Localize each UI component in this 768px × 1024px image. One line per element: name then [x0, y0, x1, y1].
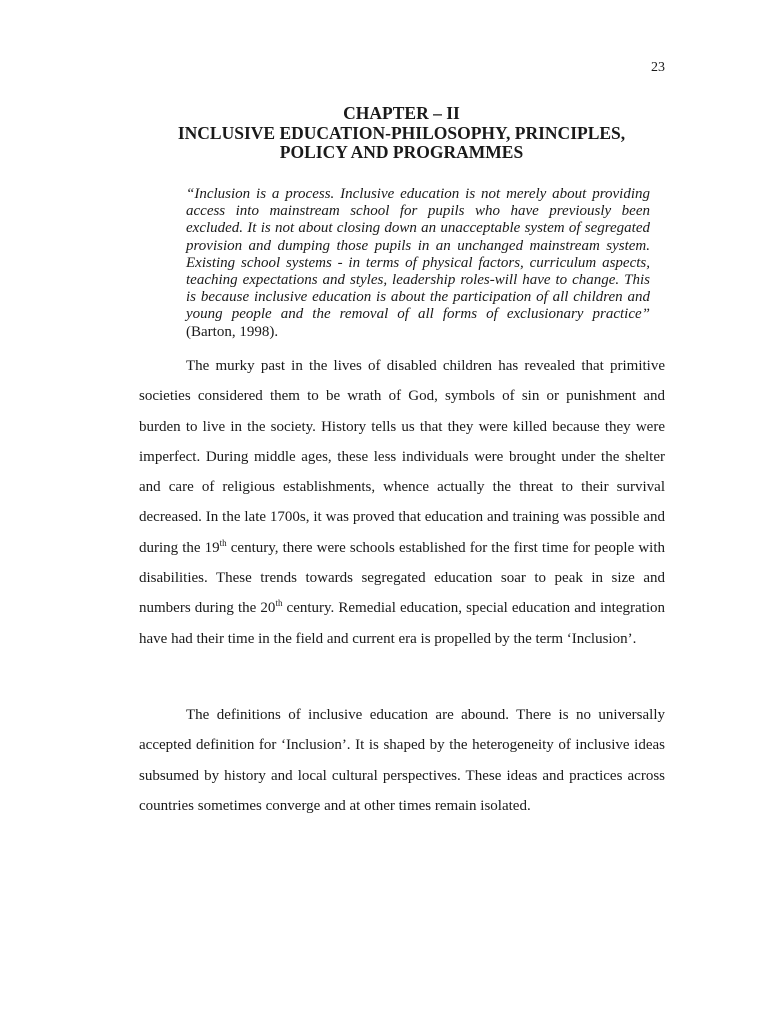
paragraph-1-part-2: century, there were schools established for the first time for people with disabilities. These trends towards segregated education soar to peak in size and numbers during the 20	[139, 539, 665, 617]
ordinal-suffix-20th: th	[275, 598, 283, 609]
page-number: 23	[651, 60, 665, 75]
body-paragraph-1	[139, 351, 665, 654]
paragraph-2-text: The definitions of inclusive education are abound. There is no universally accepted definition for ‘Inclusion’. It is shaped by the heterogeneity of inclusive ideas subsumed by history and local cultural perspectives. These ideas and practices across countries sometimes converge and at other times remain isolated.	[139, 707, 665, 814]
ordinal-suffix-19th: th	[219, 537, 227, 548]
epigraph-citation: (Barton, 1998).	[186, 323, 279, 340]
chapter-number: CHAPTER – II	[343, 103, 460, 123]
paragraph-1-part-1: The murky past in the lives of disabled children has revealed that primitive societies considered them to be wrath of God, symbols of sin or punishment and burden to live in the society. History tells us that they were killed because they were imperfect. During middle ages, these less individuals were brought under the shelter and care of religious establishments, whence actually the threat to their survival decreased. In the late 1700s, it was proved that education and training was possible and during the 19	[139, 358, 665, 556]
chapter-title-line-2: POLICY AND PROGRAMMES	[279, 142, 524, 162]
epigraph-quote	[186, 186, 650, 341]
epigraph-text: “Inclusion is a process. Inclusive education is not merely about providing access into mainstream school for pupils who have previously been excluded. It is not about closing down an unacceptable system of segregated provision and dumping those pupils in an unchanged mainstream system. Existing school systems - in terms of physical factors, curriculum aspects, teaching expectations and styles, leadership roles-will have to change. This is because inclusive education is about the participation of all children and young people and the removal of all forms of exclusionary practice”	[186, 186, 650, 323]
body-paragraph-2	[139, 700, 665, 821]
chapter-heading	[138, 104, 665, 163]
paragraph-1-part-3: century. Remedial education, special education and integration have had their time in the field and current era is propelled by the term ‘Inclusion’.	[139, 600, 665, 647]
chapter-title-line-1: INCLUSIVE EDUCATION-PHILOSOPHY, PRINCIPLES,	[177, 122, 626, 143]
